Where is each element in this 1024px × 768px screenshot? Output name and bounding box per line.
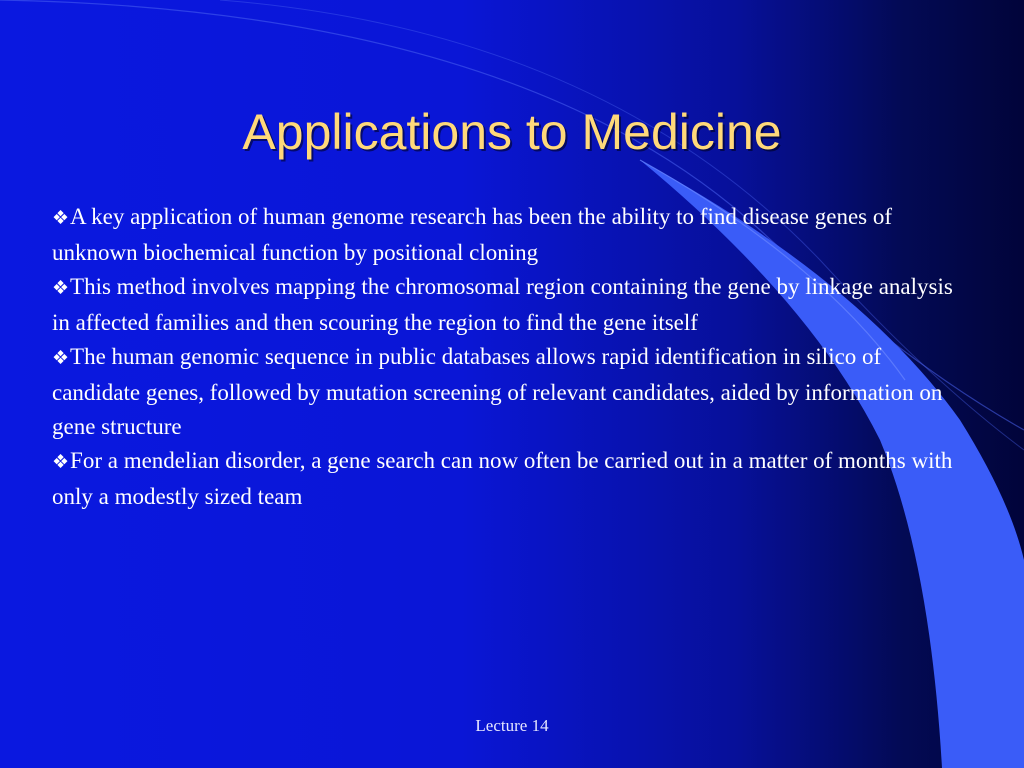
bullet-list — [52, 200, 962, 514]
bullet-item — [52, 444, 962, 514]
bullet-item — [52, 340, 962, 444]
diamond-bullet-icon: ❖ — [52, 278, 70, 299]
bullet-text: The human genomic sequence in public databases allows rapid identification in silico of candidate genes, followed by mutation screening of relevant candidates, aided by information on gene structure — [52, 344, 943, 439]
diamond-bullet-icon: ❖ — [52, 452, 70, 473]
slide-title: Applications to Medicine — [242, 104, 782, 160]
bullet-item — [52, 200, 962, 270]
bullet-text: This method involves mapping the chromosomal region containing the gene by linkage analysis in affected families and then scouring the region to find the gene itself — [52, 274, 953, 335]
diamond-bullet-icon: ❖ — [52, 348, 70, 369]
bullet-text: A key application of human genome research has been the ability to find disease genes of unknown biochemical function by positional cloning — [52, 204, 893, 265]
slide-footer: Lecture 14 — [475, 716, 549, 735]
bullet-item — [52, 270, 962, 340]
bullet-text: For a mendelian disorder, a gene search can now often be carried out in a matter of months with only a modestly sized team — [52, 448, 953, 509]
diamond-bullet-icon: ❖ — [52, 208, 70, 229]
